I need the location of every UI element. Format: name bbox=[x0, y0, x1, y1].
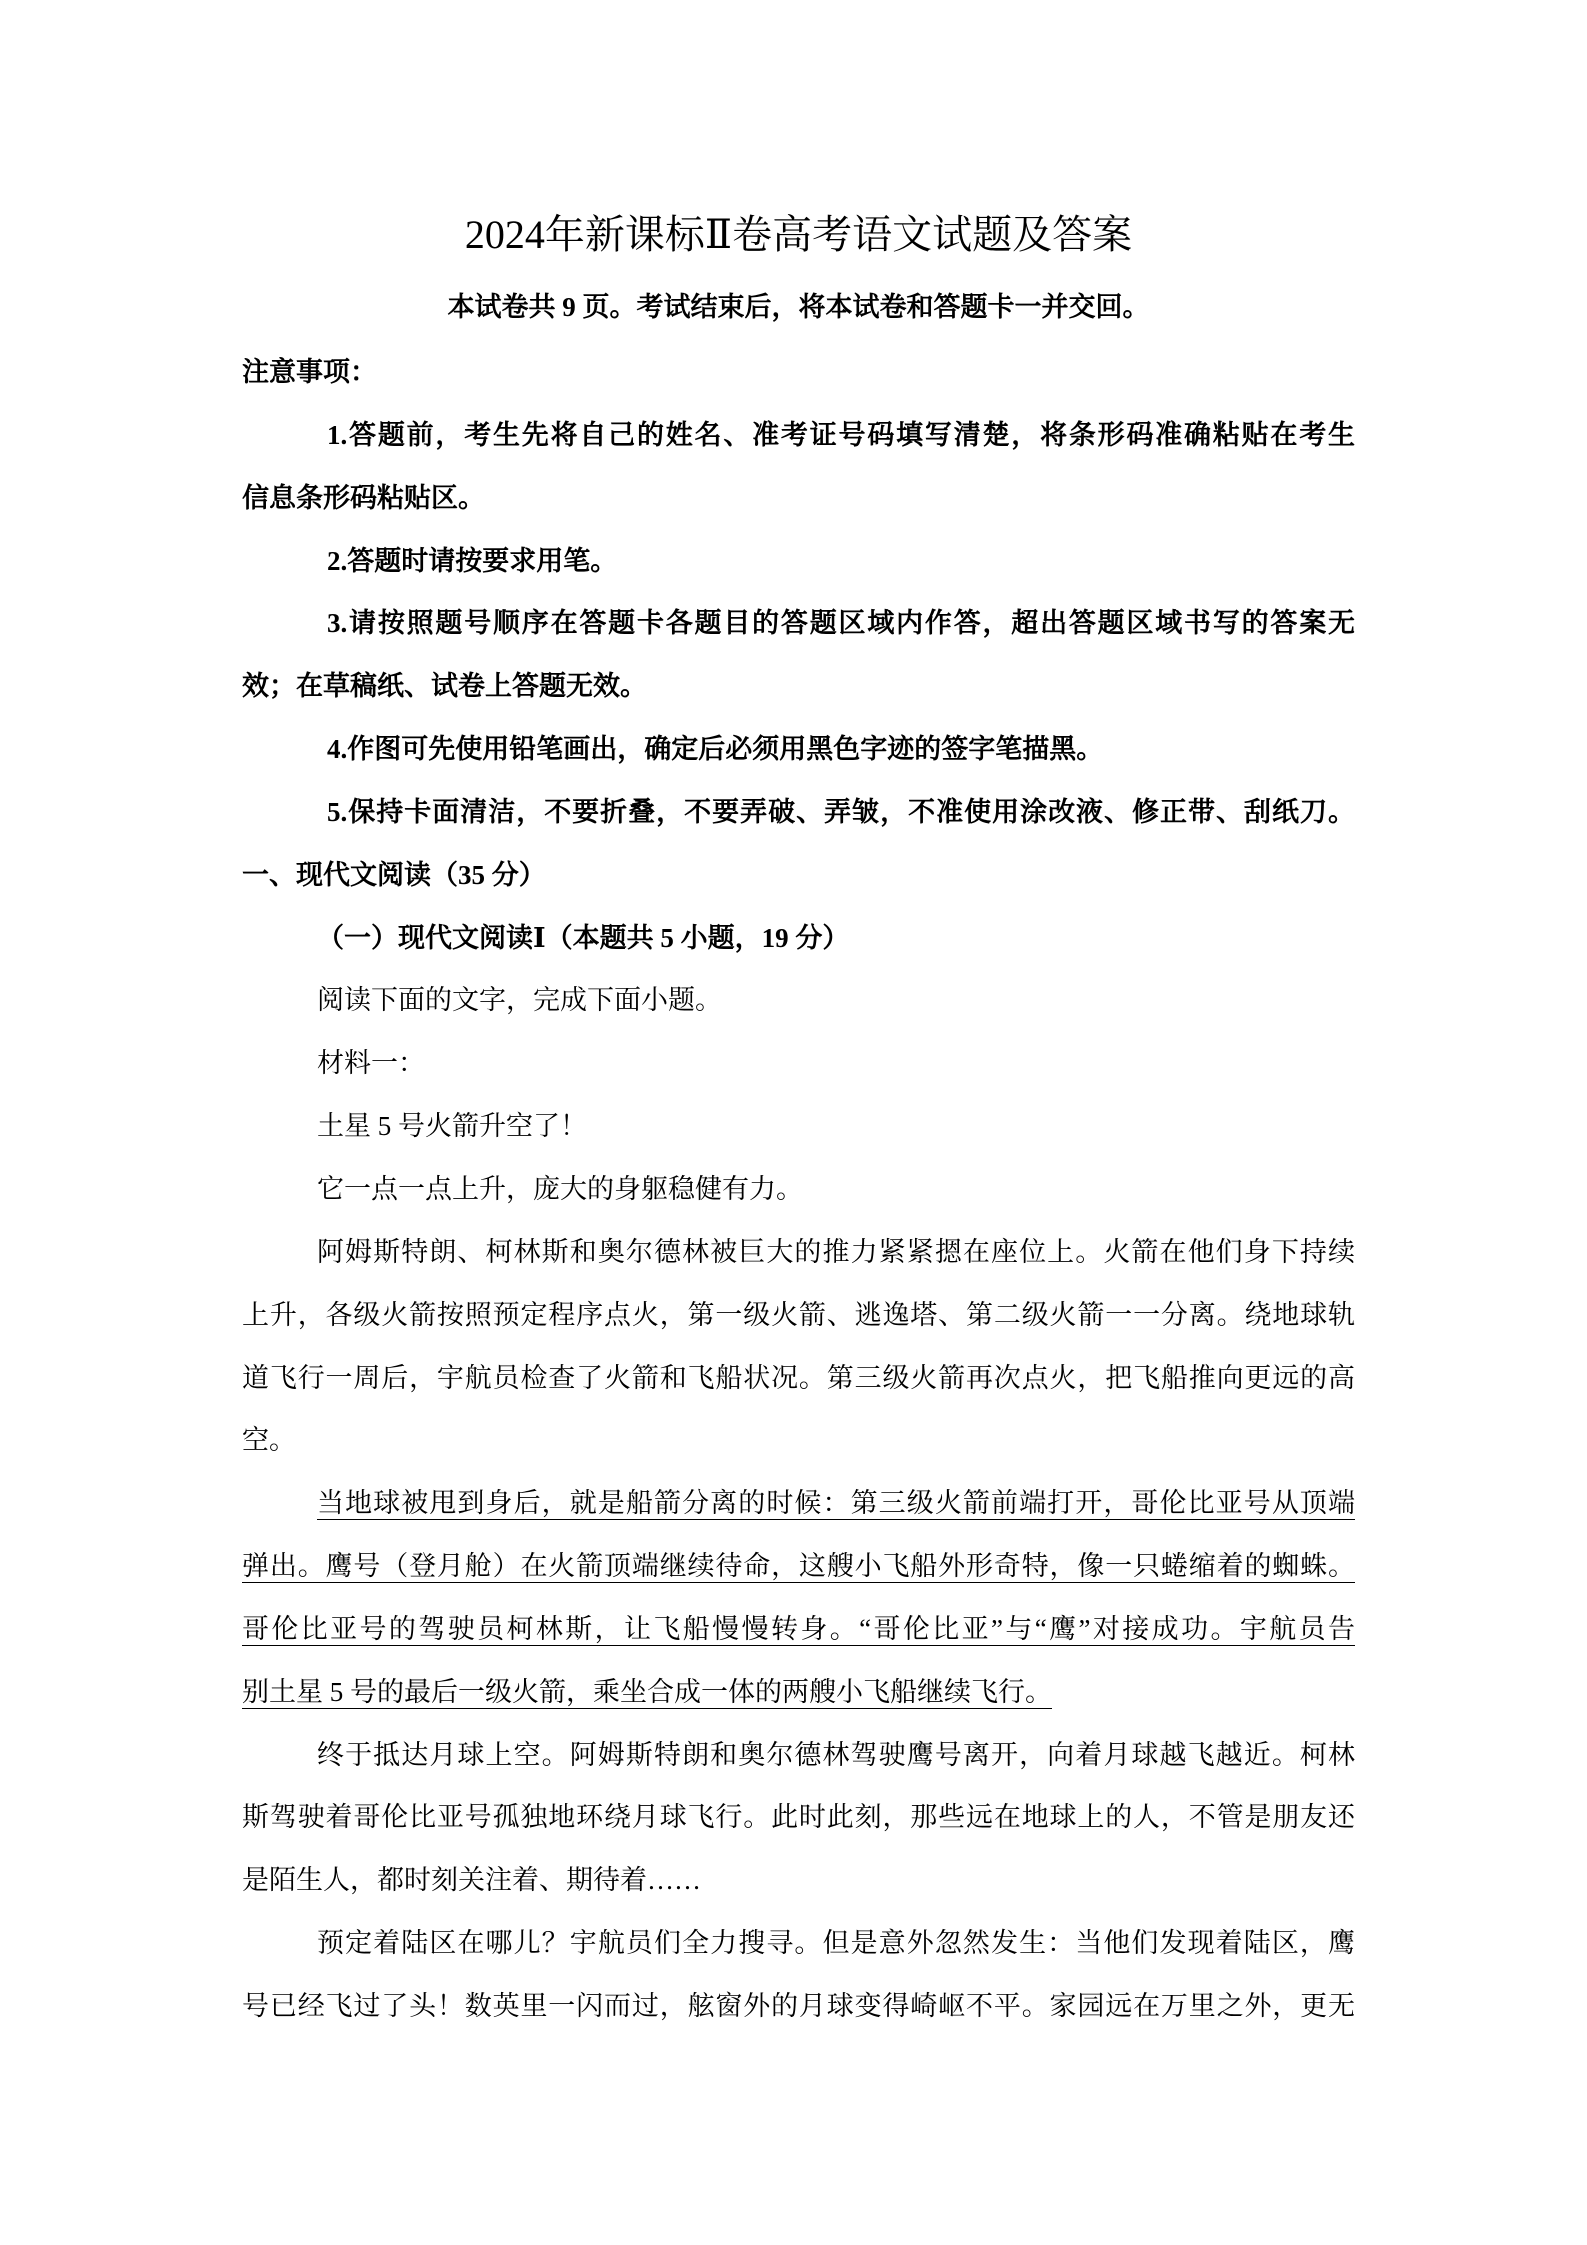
notice-section bbox=[242, 341, 1355, 844]
document-subtitle: 本试卷共 9 页。考试结束后，将本试卷和答题卡一并交回。 bbox=[447, 292, 1150, 322]
notice-item-1-line-1: 1.答题前，考生先将自己的姓名、准考证号码填写清楚，将条形码准确粘贴在考生 bbox=[327, 419, 1355, 450]
notice-item-4 bbox=[242, 718, 1355, 781]
paragraph-5-line-3: 是陌生人，都时刻关注着、期待着…… bbox=[242, 1865, 701, 1896]
paragraph-3-line-2: 上升，各级火箭按照预定程序点火，第一级火箭、逃逸塔、第二级火箭一一分离。绕地球轨 bbox=[242, 1299, 1355, 1330]
notice-item-2 bbox=[242, 530, 1355, 593]
notice-item-2-line-1: 2.答题时请按要求用笔。 bbox=[327, 545, 618, 576]
section-subheading: （一）现代文阅读Ⅰ（本题共 5 小题，19 分） bbox=[317, 922, 850, 953]
document-body bbox=[242, 341, 1355, 2038]
paragraph-3 bbox=[242, 1221, 1355, 1472]
paragraph-4-line-4: 别土星 5 号的最后一级火箭，乘坐合成一体的两艘小飞船继续飞行。 bbox=[242, 1676, 1052, 1707]
section-heading: 一、现代文阅读（35 分） bbox=[242, 859, 546, 890]
paragraph-6-line-1: 预定着陆区在哪儿？宇航员们全力搜寻。但是意外忽然发生：当他们发现着陆区，鹰 bbox=[317, 1928, 1355, 1959]
reading-section bbox=[242, 844, 1355, 2038]
paragraph-5-line-2: 斯驾驶着哥伦比亚号孤独地环绕月球飞行。此时此刻，那些远在地球上的人，不管是朋友还 bbox=[242, 1802, 1355, 1833]
notice-item-3-line-1: 3.请按照题号顺序在答题卡各题目的答题区域内作答，超出答题区域书写的答案无 bbox=[327, 608, 1355, 639]
paragraph-4-line-2: 弹出。鹰号（登月舱）在火箭顶端继续待命，这艘小飞船外形奇特，像一只蜷缩着的蜘蛛。 bbox=[242, 1551, 1355, 1582]
material-label: 材料一： bbox=[317, 1048, 425, 1079]
paragraph-3-line-3: 道飞行一周后，宇航员检查了火箭和飞船状况。第三级火箭再次点火，把飞船推向更远的高 bbox=[242, 1362, 1355, 1393]
paragraph-4-line-1: 当地球被甩到身后，就是船箭分离的时候：第三级火箭前端打开，哥伦比亚号从顶端 bbox=[317, 1488, 1355, 1519]
paragraph-5-line-1: 终于抵达月球上空。阿姆斯特朗和奥尔德林驾驶鹰号离开，向着月球越飞越近。柯林 bbox=[317, 1739, 1355, 1770]
paragraph-2-line-1: 它一点一点上升，庞大的身躯稳健有力。 bbox=[317, 1173, 803, 1204]
document-title: 2024年新课标Ⅱ卷高考语文试题及答案 bbox=[464, 212, 1133, 257]
notice-heading: 注意事项： bbox=[242, 357, 377, 387]
paragraph-6 bbox=[242, 1912, 1355, 2038]
notice-item-5 bbox=[242, 781, 1355, 844]
notice-item-3 bbox=[242, 592, 1355, 718]
paragraph-4-underlined bbox=[242, 1472, 1355, 1723]
notice-item-3-line-2: 效；在草稿纸、试卷上答题无效。 bbox=[242, 671, 647, 702]
notice-item-5-line-1: 5.保持卡面清洁，不要折叠，不要弄破、弄皱，不准使用涂改液、修正带、刮纸刀。 bbox=[327, 796, 1355, 827]
notice-item-4-line-1: 4.作图可先使用铅笔画出，确定后必须用黑色字迹的签字笔描黑。 bbox=[327, 734, 1104, 765]
notice-item-1 bbox=[242, 404, 1355, 530]
paragraph-5 bbox=[242, 1724, 1355, 1913]
section-instruction: 阅读下面的文字，完成下面小题。 bbox=[317, 985, 722, 1016]
paragraph-2 bbox=[242, 1158, 1355, 1221]
paragraph-3-line-1: 阿姆斯特朗、柯林斯和奥尔德林被巨大的推力紧紧摁在座位上。火箭在他们身下持续 bbox=[317, 1236, 1355, 1267]
paragraph-6-line-2: 号已经飞过了头！数英里一闪而过，舷窗外的月球变得崎岖不平。家园远在万里之外，更无 bbox=[242, 1990, 1355, 2021]
paragraph-4-line-3: 哥伦比亚号的驾驶员柯林斯，让飞船慢慢转身。“哥伦比亚”与“鹰”对接成功。宇航员告 bbox=[242, 1613, 1355, 1644]
paragraph-1 bbox=[242, 1095, 1355, 1158]
paragraph-1-line-1: 土星 5 号火箭升空了！ bbox=[317, 1111, 587, 1142]
paragraph-3-line-4: 空。 bbox=[242, 1425, 296, 1456]
notice-item-1-line-2: 信息条形码粘贴区。 bbox=[242, 482, 485, 513]
